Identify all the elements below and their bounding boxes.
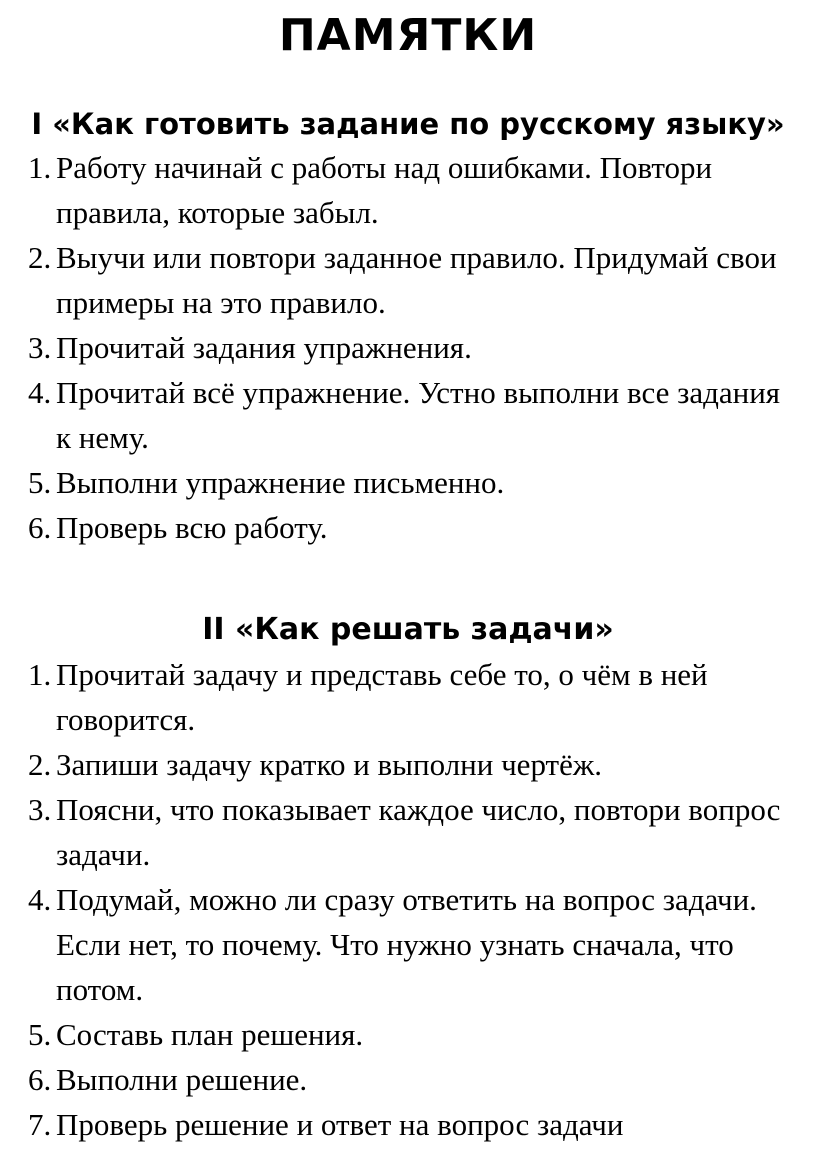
- item-number: 2.: [28, 240, 52, 275]
- item-text: Составь план решения.: [56, 1017, 364, 1052]
- problem-steps-list: [0, 652, 786, 1147]
- item-text: Выполни упражнение письменно.: [56, 465, 505, 500]
- item-text: Прочитай задания упражнения.: [56, 330, 472, 365]
- list-item: [0, 370, 786, 460]
- item-number: 1.: [28, 657, 52, 692]
- item-number: 3.: [28, 330, 52, 365]
- list-item: [0, 652, 786, 742]
- page-title: ПАМЯТКИ: [278, 10, 538, 61]
- russian-steps-list: [0, 145, 786, 550]
- item-text: Выполни решение.: [56, 1062, 308, 1097]
- list-item: [0, 1102, 786, 1147]
- item-number: 3.: [28, 792, 52, 827]
- item-number: 7.: [28, 1107, 52, 1142]
- item-text: Выучи или повтори заданное правило. Придумай свои примеры на это правило.: [56, 240, 777, 320]
- list-item: [0, 505, 786, 550]
- list-item: [0, 787, 786, 877]
- section-heading-problems: II «Как решать задачи»: [202, 612, 614, 647]
- item-number: 1.: [28, 150, 52, 185]
- list-item: [0, 145, 786, 235]
- list-item: [0, 877, 786, 1012]
- item-text: Прочитай всё упражнение. Устно выполни все задания к нему.: [56, 375, 781, 455]
- item-number: 4.: [28, 375, 52, 410]
- section-heading-russian: I «Как готовить задание по русскому языку»: [31, 107, 785, 141]
- list-item: [0, 742, 786, 787]
- item-number: 6.: [28, 1062, 52, 1097]
- item-text: Поясни, что показывает каждое число, повтори вопрос задачи.: [56, 792, 781, 872]
- item-number: 5.: [28, 1017, 52, 1052]
- item-text: Проверь решение и ответ на вопрос задачи: [56, 1107, 624, 1142]
- item-number: 6.: [28, 510, 52, 545]
- item-text: Запиши задачу кратко и выполни чертёж.: [56, 747, 603, 782]
- item-text: Проверь всю работу.: [56, 510, 328, 545]
- list-item: [0, 325, 786, 370]
- item-number: 2.: [28, 747, 52, 782]
- item-text: Прочитай задачу и представь себе то, о чём в ней говорится.: [56, 657, 708, 737]
- item-text: Подумай, можно ли сразу ответить на вопрос задачи. Если нет, то почему. Что нужно узнать сначала, что потом.: [56, 882, 757, 1007]
- item-number: 5.: [28, 465, 52, 500]
- list-item: [0, 460, 786, 505]
- item-text: Работу начинай с работы над ошибками. Повтори правила, которые забыл.: [56, 150, 713, 230]
- item-number: 4.: [28, 882, 52, 917]
- list-item: [0, 1012, 786, 1057]
- list-item: [0, 235, 786, 325]
- list-item: [0, 1057, 786, 1102]
